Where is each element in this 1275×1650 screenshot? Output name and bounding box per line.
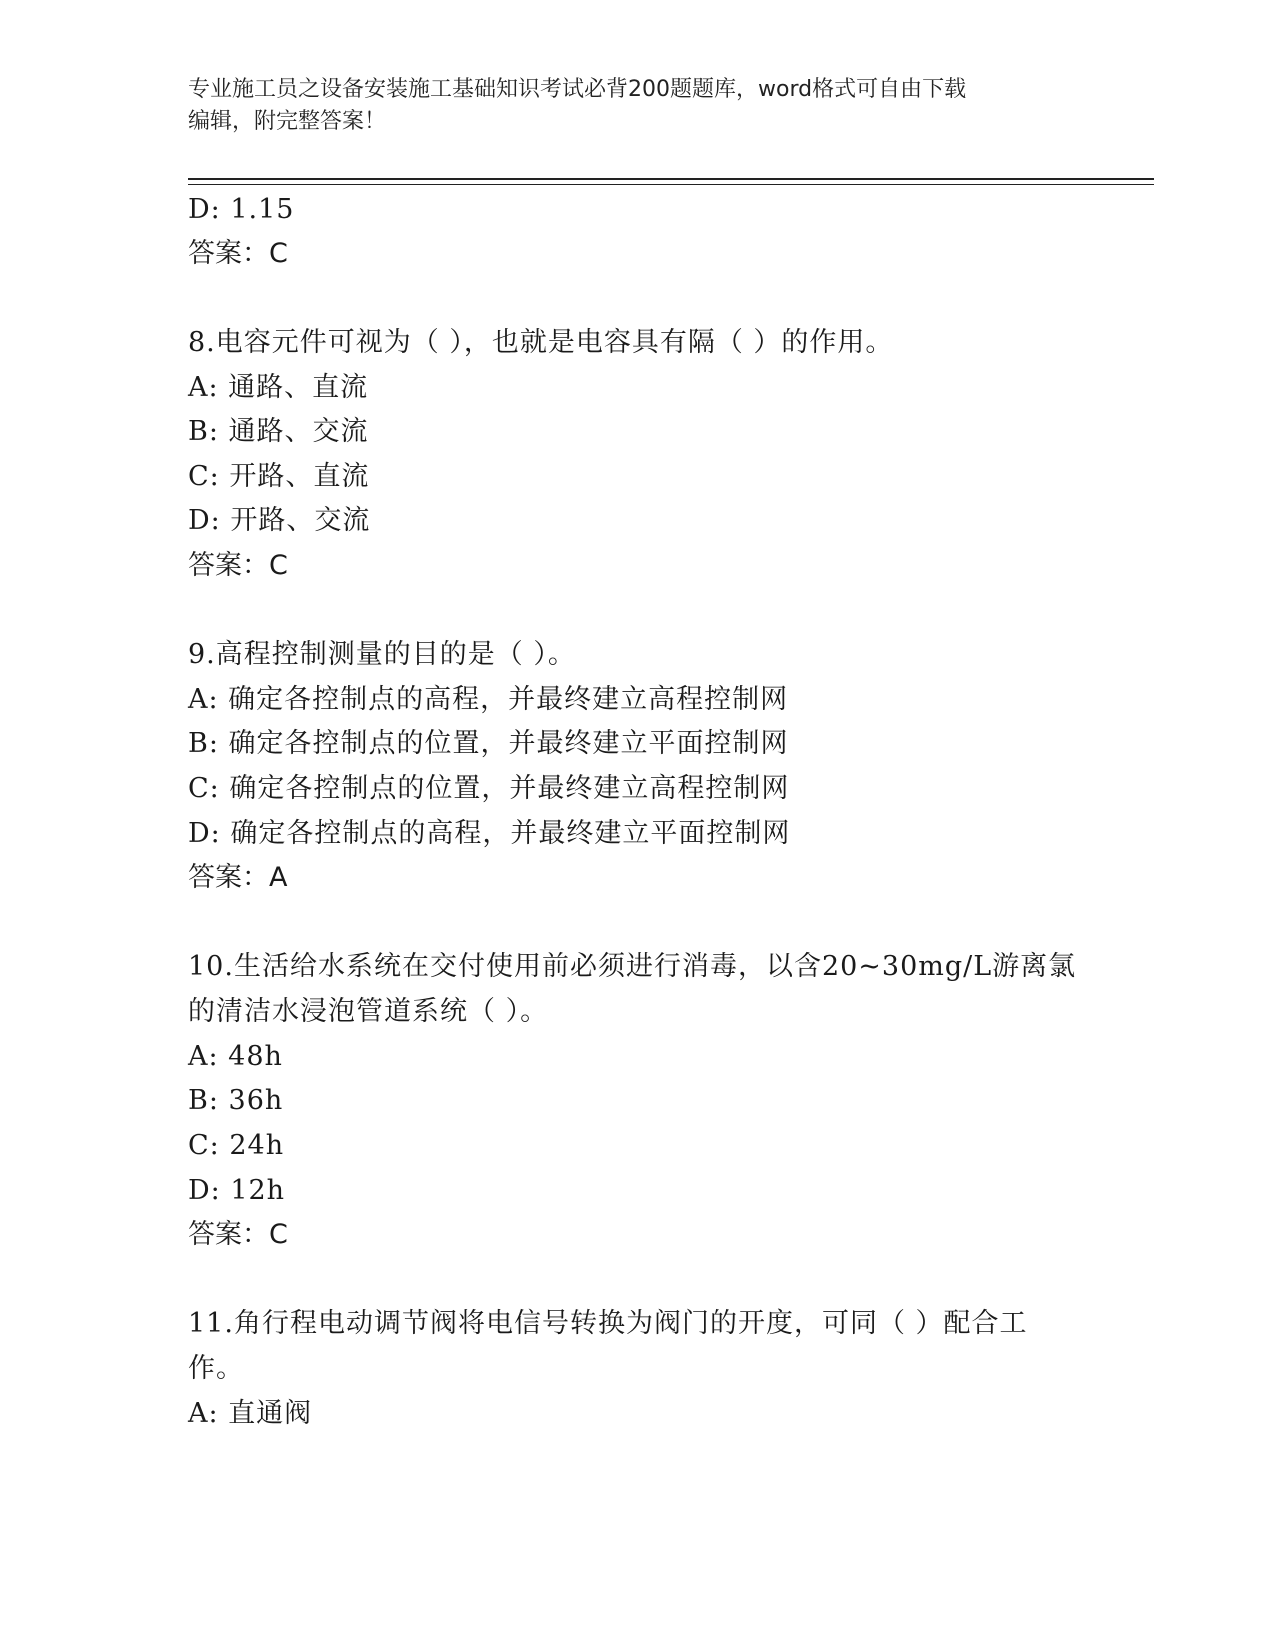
q8-option-b: B: 通路、交流 (188, 416, 369, 447)
q10-stem-line-2: 的清洁水浸泡管道系统（ ）。 (188, 996, 549, 1027)
header-line-1: 专业施工员之设备安装施工基础知识考试必背200题题库，word格式可自由下载 (188, 77, 967, 102)
q8-option-c: C: 开路、直流 (188, 461, 370, 492)
q8-option-d: D: 开路、交流 (188, 505, 371, 536)
q11-stem-line-1: 11.角行程电动调节阀将电信号转换为阀门的开度，可同（ ）配合工 (188, 1308, 1028, 1339)
q9-answer: 答案：A (188, 862, 288, 893)
q11-stem-line-2: 作。 (188, 1353, 244, 1384)
q10-option-b: B: 36h (188, 1085, 284, 1116)
header-divider-thin (188, 184, 1154, 185)
header-divider-thick (188, 178, 1154, 180)
header-line-2: 编辑，附完整答案！ (188, 109, 387, 134)
q9-option-d: D: 确定各控制点的高程，并最终建立平面控制网 (188, 818, 791, 849)
q7-answer: 答案：C (188, 238, 288, 269)
q9-option-b: B: 确定各控制点的位置，并最终建立平面控制网 (188, 728, 789, 759)
document-header (188, 74, 1088, 138)
q8-answer: 答案：C (188, 550, 288, 581)
q9-stem: 9.高程控制测量的目的是（ ）。 (188, 639, 576, 670)
q10-option-c: C: 24h (188, 1130, 285, 1161)
q10-option-a: A: 48h (188, 1041, 283, 1072)
q9-option-a: A: 确定各控制点的高程，并最终建立高程控制网 (188, 684, 789, 715)
q11-option-a: A: 直通阀 (188, 1398, 313, 1429)
q7-option-d: D: 1.15 (188, 194, 295, 225)
q8-option-a: A: 通路、直流 (188, 372, 369, 403)
q9-option-c: C: 确定各控制点的位置，并最终建立高程控制网 (188, 773, 790, 804)
q10-option-d: D: 12h (188, 1175, 286, 1206)
q8-stem: 8.电容元件可视为（ ），也就是电容具有隔（ ）的作用。 (188, 327, 894, 358)
q10-stem-line-1: 10.生活给水系统在交付使用前必须进行消毒，以含20~30mg/L游离氯 (188, 951, 1077, 982)
q10-answer: 答案：C (188, 1219, 288, 1250)
